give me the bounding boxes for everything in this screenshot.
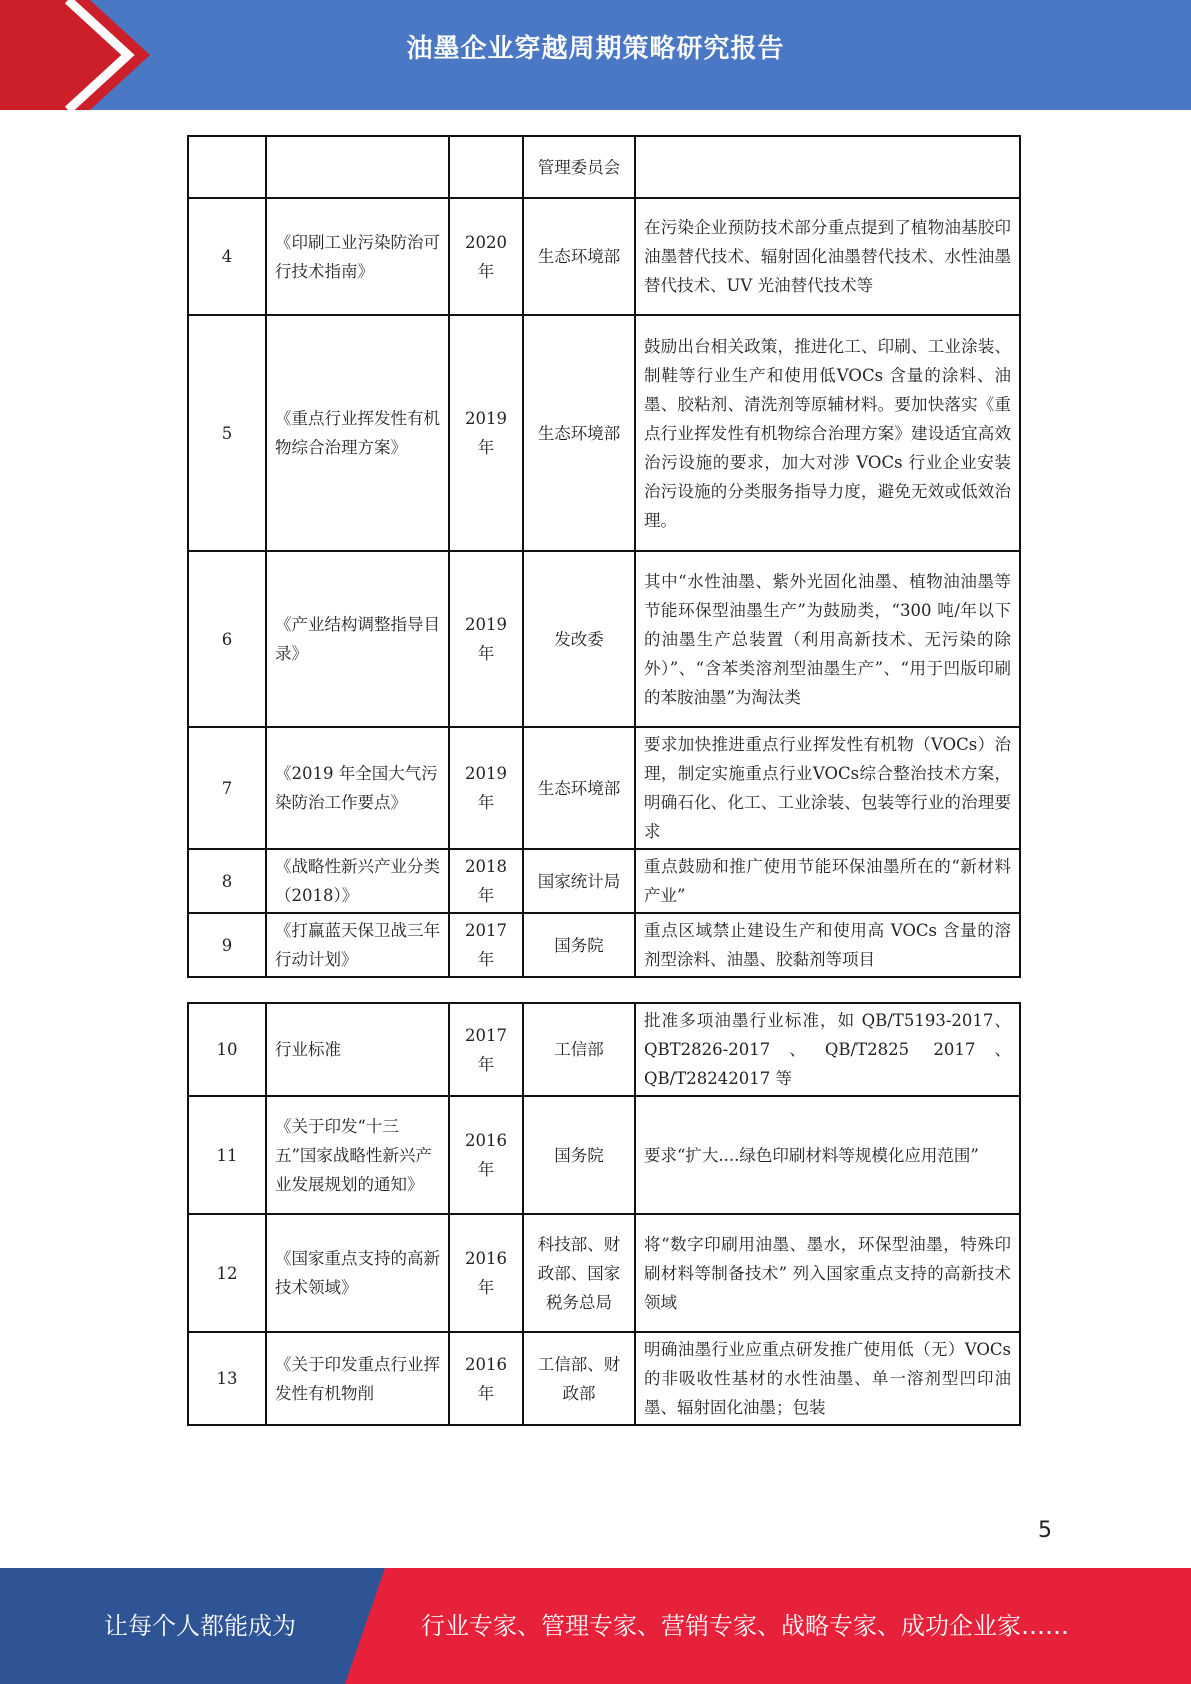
row-number: 10 (188, 1003, 266, 1096)
table-row (188, 136, 1020, 198)
policy-content: 明确油墨行业应重点研发推广使用低（无）VOCs 的非吸收性基材的水性油墨、单一溶剂型凹印油墨、辐射固化油墨；包装 (635, 1332, 1020, 1425)
policy-table-bottom (187, 1002, 1021, 1426)
issuing-department: 国务院 (523, 913, 635, 977)
policy-year: 2017年 (449, 1003, 523, 1096)
policy-name: 《战略性新兴产业分类（2018）》 (266, 849, 449, 913)
policy-year: 2019年 (449, 315, 523, 551)
row-number: 5 (188, 315, 266, 551)
policy-content: 鼓励出台相关政策，推进化工、印刷、工业涂装、制鞋等行业生产和使用低VOCs 含量的涂料、油墨、胶粘剂、清洗剂等原辅材料。要加快落实《重点行业挥发性有机物综合治理方案》建设适宜高效治污设施的要求，加大对涉 VOCs 行业企业安装治污设施的分类服务指导力度，避免无效或低效治理。 (635, 315, 1020, 551)
issuing-department: 国家统计局 (523, 849, 635, 913)
policy-name: 《关于印发重点行业挥发性有机物削 (266, 1332, 449, 1425)
policy-name: 行业标准 (266, 1003, 449, 1096)
row-number: 4 (188, 198, 266, 315)
policy-year: 2016年 (449, 1096, 523, 1214)
issuing-department: 生态环境部 (523, 315, 635, 551)
table-row (188, 913, 1020, 977)
table-row (188, 1003, 1020, 1096)
policy-name: 《2019 年全国大气污染防治工作要点》 (266, 727, 449, 849)
issuing-department: 科技部、财政部、国家税务总局 (523, 1214, 635, 1332)
issuing-department: 管理委员会 (523, 136, 635, 198)
row-number (188, 136, 266, 198)
table-row (188, 1096, 1020, 1214)
policy-name: 《关于印发“十三五”国家战略性新兴产业发展规划的通知》 (266, 1096, 449, 1214)
row-number: 7 (188, 727, 266, 849)
issuing-department: 生态环境部 (523, 727, 635, 849)
policy-content: 批准多项油墨行业标准，如 QB/T5193-2017、QBT2826-2017、QB/T2825 2017、QB/T28242017 等 (635, 1003, 1020, 1096)
policy-year: 2019年 (449, 727, 523, 849)
row-number: 6 (188, 551, 266, 727)
policy-name (266, 136, 449, 198)
issuing-department: 工信部 (523, 1003, 635, 1096)
policy-content: 将“数字印刷用油墨、墨水，环保型油墨，特殊印刷材料等制备技术” 列入国家重点支持的高新技术领域 (635, 1214, 1020, 1332)
table-row (188, 849, 1020, 913)
row-number: 9 (188, 913, 266, 977)
page-number: 5 (1038, 1518, 1052, 1543)
policy-content: 重点鼓励和推广使用节能环保油墨所在的“新材料产业” (635, 849, 1020, 913)
table-row (188, 198, 1020, 315)
policy-year (449, 136, 523, 198)
policy-name: 《打赢蓝天保卫战三年行动计划》 (266, 913, 449, 977)
table-row (188, 551, 1020, 727)
policy-content (635, 136, 1020, 198)
issuing-department: 生态环境部 (523, 198, 635, 315)
page-footer (0, 1568, 1191, 1684)
footer-slogan-right: 行业专家、管理专家、营销专家、战略专家、成功企业家…… (421, 1612, 1069, 1640)
table-row (188, 315, 1020, 551)
policy-content: 其中“水性油墨、紫外光固化油墨、植物油油墨等节能环保型油墨生产”为鼓励类，“300 吨/年以下的油墨生产总装置（利用高新技术、无污染的除外）”、“含苯类溶剂型油墨生产”、“用于凹版印刷的苯胺油墨”为淘汰类 (635, 551, 1020, 727)
policy-year: 2020年 (449, 198, 523, 315)
row-number: 13 (188, 1332, 266, 1425)
policy-name: 《重点行业挥发性有机物综合治理方案》 (266, 315, 449, 551)
policy-content: 在污染企业预防技术部分重点提到了植物油基胶印油墨替代技术、辐射固化油墨替代技术、水性油墨替代技术、UV 光油替代技术等 (635, 198, 1020, 315)
page-header (0, 0, 1191, 110)
issuing-department: 工信部、财政部 (523, 1332, 635, 1425)
policy-year: 2019年 (449, 551, 523, 727)
policy-content: 要求加快推进重点行业挥发性有机物（VOCs）治理，制定实施重点行业VOCs综合整治技术方案，明确石化、化工、工业涂装、包装等行业的治理要求 (635, 727, 1020, 849)
policy-year: 2017年 (449, 913, 523, 977)
policy-year: 2016年 (449, 1332, 523, 1425)
row-number: 8 (188, 849, 266, 913)
footer-slogan-left: 让每个人都能成为 (104, 1612, 296, 1640)
row-number: 12 (188, 1214, 266, 1332)
table-row (188, 1332, 1020, 1425)
table-row (188, 1214, 1020, 1332)
policy-name: 《印刷工业污染防治可行技术指南》 (266, 198, 449, 315)
report-title: 油墨企业穿越周期策略研究报告 (406, 34, 785, 64)
policy-name: 《产业结构调整指导目录》 (266, 551, 449, 727)
policy-name: 《国家重点支持的高新技术领域》 (266, 1214, 449, 1332)
issuing-department: 国务院 (523, 1096, 635, 1214)
policy-content: 重点区域禁止建设生产和使用高 VOCs 含量的溶剂型涂料、油墨、胶黏剂等项目 (635, 913, 1020, 977)
policy-content: 要求“扩大....绿色印刷材料等规模化应用范围” (635, 1096, 1020, 1214)
issuing-department: 发改委 (523, 551, 635, 727)
policy-table-top (187, 135, 1021, 978)
table-row (188, 727, 1020, 849)
policy-year: 2016年 (449, 1214, 523, 1332)
row-number: 11 (188, 1096, 266, 1214)
policy-year: 2018年 (449, 849, 523, 913)
